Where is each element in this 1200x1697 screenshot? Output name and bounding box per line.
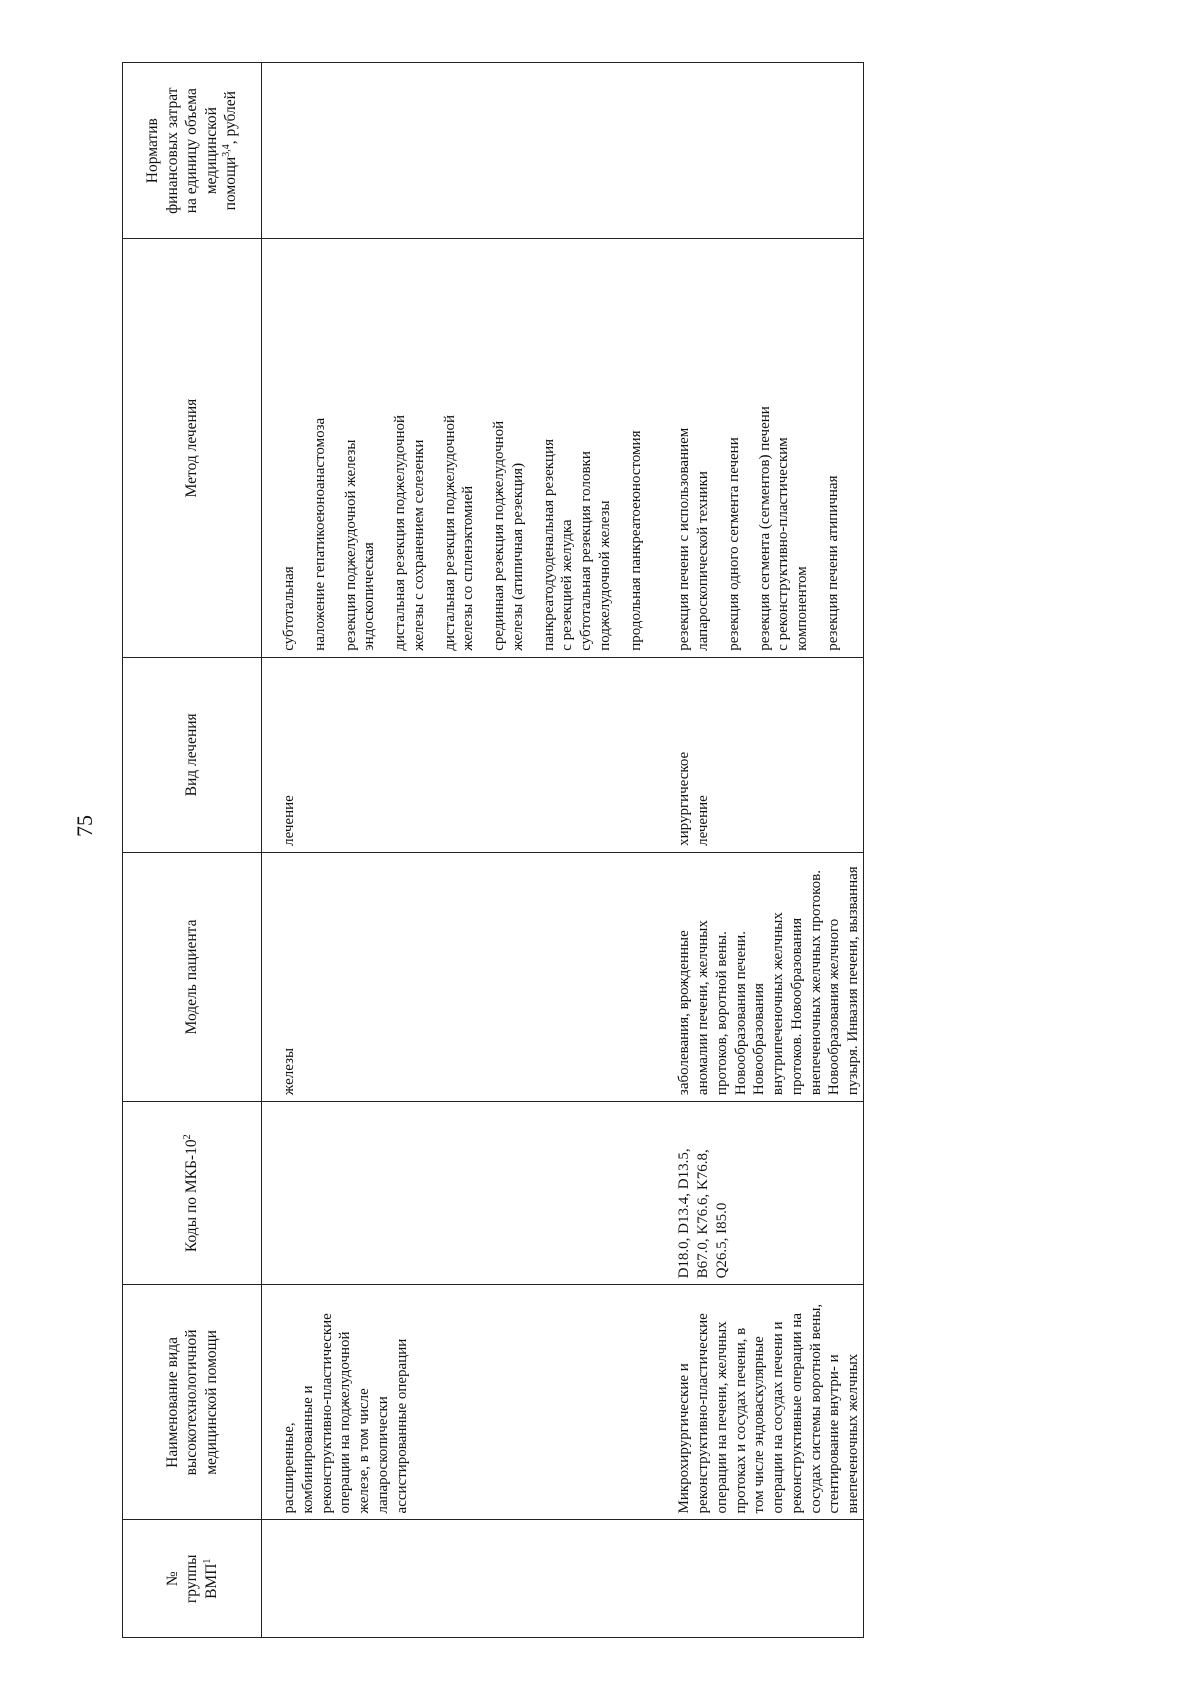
cell-model: заболевания, врожденные аномалии печени, желчных протоков, воротной вены. Новообразования печени. Новообразования внутрипеченочных желчных протоков. Новообразования внепеченочных желчных протоков. Новообразования желчного пузыря. Инвазия печени, вызванная xyxy=(657,852,863,1101)
method-item: резекция печени атипичная xyxy=(824,475,841,651)
method-item: панкреатодуоденальная резекция с резекцией желудка субтотальная резекция головки поджелудочной железы xyxy=(540,438,613,651)
header-row xyxy=(123,63,262,1638)
page-number: 75 xyxy=(72,815,97,837)
cell-methods xyxy=(262,239,658,657)
header-kind: Вид лечения xyxy=(123,657,262,852)
cell-name: расширенные, комбинированные и реконструктивно-пластические операции на поджелудочной железе, в том числе лапароскопически ассистированные операции xyxy=(262,1285,658,1520)
cell-model: железы xyxy=(262,852,658,1101)
cell-kind: хирургическое лечение xyxy=(657,657,863,852)
method-item: дистальная резекция поджелудочной железы со спленэктомией xyxy=(441,414,477,651)
header-name: Наименование вида высокотехнологичной медицинской помощи xyxy=(123,1285,262,1520)
method-item: наложение гепатикоеюноанастомоза xyxy=(311,417,328,651)
vmp-table xyxy=(122,62,864,1638)
cell-group-no xyxy=(262,1520,658,1638)
method-item: резекция сегмента (сегментов) печени с реконструктивно-пластическим компонентом xyxy=(756,406,810,651)
method-item: резекция печени с использованием лапароскопической техники xyxy=(676,427,711,651)
cell-name: Микрохирургические и реконструктивно-пластические операции на печени, желчных протоках и сосудах печени, в том числе эндоваскулярные операции на сосудах печени и реконструктивные операции на сосудах системы воротной вены, стентирование внутри- и внепеченочных желчных xyxy=(657,1285,863,1520)
method-item: срединная резекция поджелудочной железы (атипичная резекция) xyxy=(491,420,526,651)
method-item: продольная панкреатоеюностомия xyxy=(627,430,644,651)
method-item: субтотальная xyxy=(281,566,297,651)
cell-codes xyxy=(262,1102,658,1285)
header-group-no: № группы ВМП$^1$ xyxy=(123,1520,262,1638)
header-norm: Норматив финансовых затрат на единицу объема медицинской помощи$^{3,4}$, рублей xyxy=(123,63,262,239)
cell-kind: лечение xyxy=(262,657,658,852)
header-model: Модель пациента xyxy=(123,852,262,1101)
method-item: резекция поджелудочной железы эндоскопическая xyxy=(342,439,378,651)
header-codes: Коды по МКБ-$10^2$ xyxy=(123,1102,262,1285)
cell-group-no xyxy=(657,1520,863,1638)
cell-norm xyxy=(262,63,658,239)
cell-codes: D18.0, D13.4, D13.5, B67.0, K76.6, K76.8, Q26.5, I85.0 xyxy=(657,1102,863,1285)
table-row xyxy=(262,63,658,1638)
cell-norm xyxy=(657,63,863,239)
table-row xyxy=(657,63,863,1638)
cell-methods xyxy=(657,239,863,657)
header-method: Метод лечения xyxy=(123,239,262,657)
rotated-table-sheet xyxy=(122,62,1200,1638)
method-item: дистальная резекция поджелудочной железы с сохранением селезенки xyxy=(392,414,427,651)
method-item: резекция одного сегмента печени xyxy=(725,437,742,651)
